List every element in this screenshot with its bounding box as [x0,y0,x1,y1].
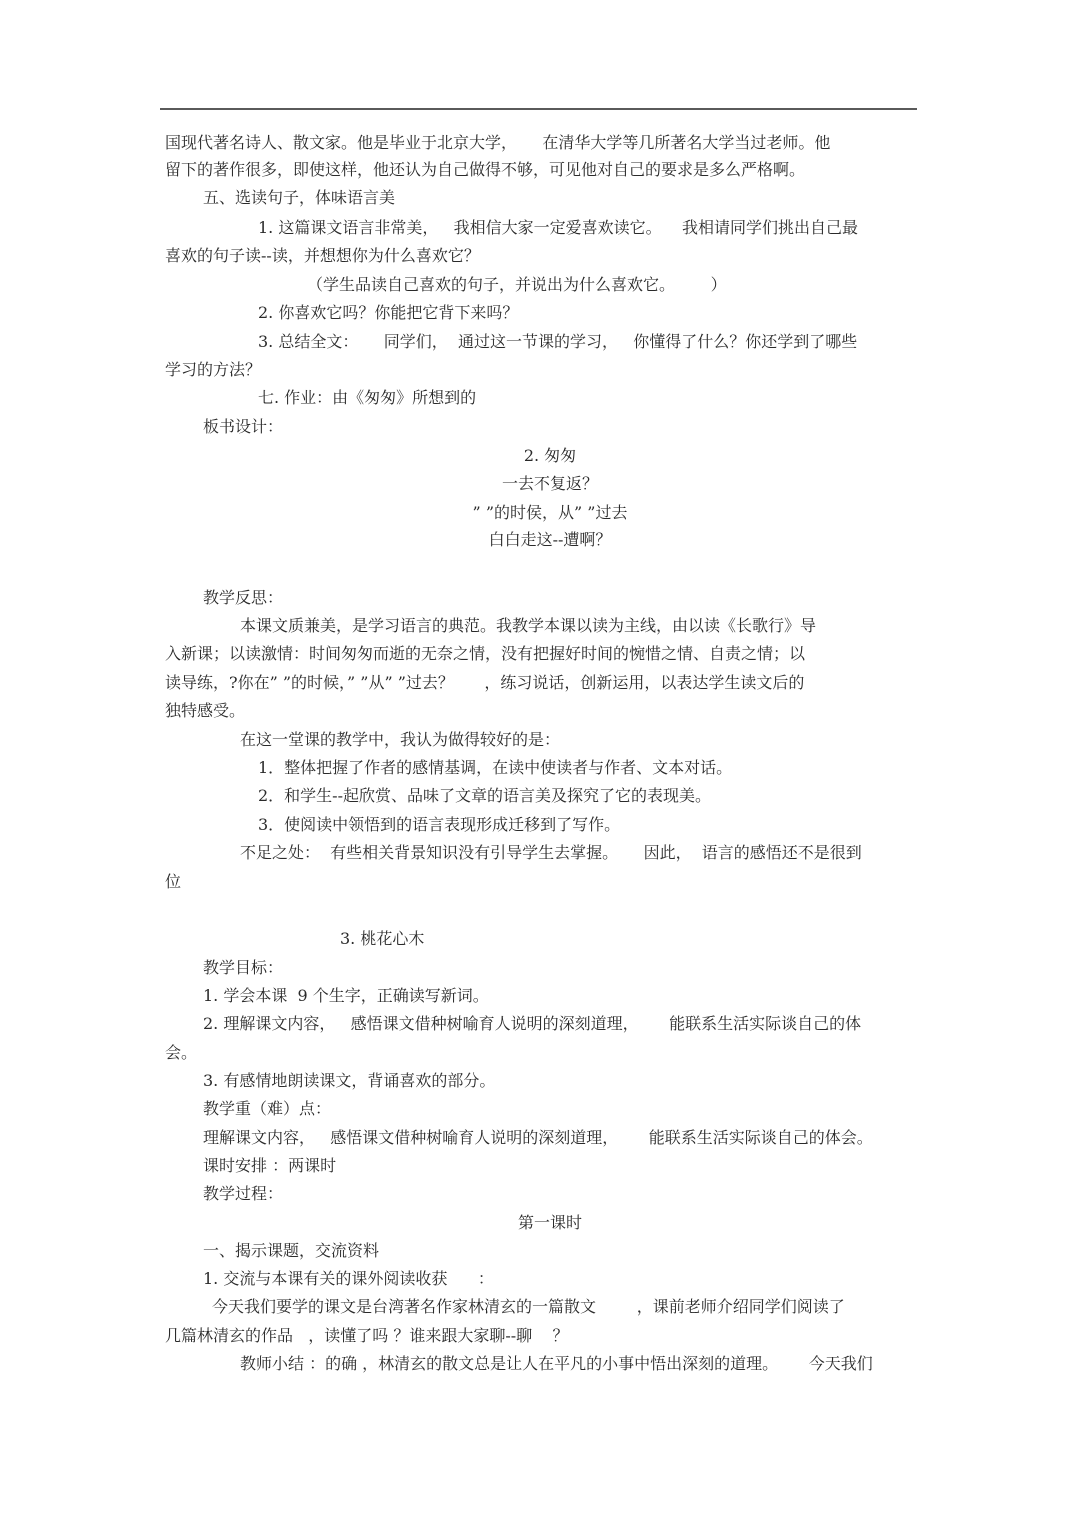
section-heading: 教学过程： [203,1184,284,1203]
section-heading: 五、选读句子，体味语言美 [203,188,396,207]
text-line: 不足之处： 有些相关背景知识没有引导学生去掌握。 因此， 语言的感悟还不是很到 [240,843,862,862]
text-line: 入新课；以读激情：时间匆匆而逝的无奈之情，没有把握好时间的惋惜之情、自责之情；以 [165,644,806,663]
section-heading: 板书设计： [203,417,284,436]
list-item: 1．整体把握了作者的感情基调，在读中使读者与作者、文本对话。 [258,758,733,777]
header-rule [160,108,917,110]
text-line: 独特感受。 [165,701,246,720]
lesson-title: 3. 桃花心木 [340,929,425,948]
list-item: 1. 交流与本课有关的课外阅读收获 ： [203,1269,494,1288]
board-line: 白白走这--遭啊？ [488,530,612,549]
text-line: 本课文质兼美，是学习语言的典范。我教学本课以读为主线，由以读《长歌行》导 [240,616,817,635]
text-line: 会。 [165,1043,198,1062]
text-line: 国现代著名诗人、散文家。他是毕业于北京大学， 在清华大学等几所著名大学当过老师。他 [165,133,831,152]
period-heading: 第一课时 [517,1213,582,1232]
list-item: 2. 理解课文内容， 感悟课文借种树喻育人说明的深刻道理， 能联系生活实际谈自己的体 [203,1014,862,1033]
text-line: 3. 总结全文： 同学们， 通过这一节课的学习， 你懂得了什么？你还学到了哪些 [258,332,858,351]
list-item: 3. 有感情地朗读课文，背诵喜欢的部分。 [203,1071,496,1090]
section-heading: 教学目标： [203,958,284,977]
text-line: 教师小结 ：的确 ，林清玄的散文总是让人在平凡的小事中悟出深刻的道理。 今天我们 [240,1354,873,1373]
text-line: 位 [165,872,182,891]
text-line: 课时安排 ：两课时 [203,1156,337,1175]
text-line: 读导练，?你在” ”的时候，” ”从” ”过去？ ，练习说话，创新运用，以表达学生读文后的 [165,673,805,692]
text-line: 留下的著作很多，即使这样，他还认为自己做得不够，可见他对自己的要求是多么严格啊。 [165,160,806,179]
section-heading: 七. 作业：由《匆匆》所想到的 [258,388,477,407]
text-line: 1. 这篇课文语言非常美， 我相信大家一定爱喜欢读它。 我相请同学们挑出自己最 [258,218,858,237]
section-heading: 教学重（难）点： [203,1099,332,1118]
text-line: 2. 你喜欢它吗？你能把它背下来吗？ [258,303,519,322]
text-line: 今天我们要学的课文是台湾著名作家林清玄的一篇散文 ，课前老师介绍同学们阅读了 [212,1297,845,1316]
text-line: 几篇林清玄的作品 ，读懂了吗 ？谁来跟大家聊--聊 ？ [165,1326,569,1345]
text-line: 学习的方法？ [165,360,262,379]
text-line: 在这一堂课的教学中，我认为做得较好的是： [240,730,561,749]
text-line: （学生品读自己喜欢的句子，并说出为什么喜欢它。 ） [307,275,727,294]
section-heading: 教学反思： [203,588,284,607]
board-title: 2. 匆匆 [523,446,577,465]
text-line: 喜欢的句子读--读，并想想你为什么喜欢它？ [165,246,480,265]
list-item: 3．使阅读中领悟到的语言表现形成迁移到了写作。 [258,815,621,834]
text-line: 理解课文内容， 感悟课文借种树喻育人说明的深刻道理， 能联系生活实际谈自己的体会。 [203,1128,873,1147]
list-item: 2．和学生--起欣赏、品味了文章的语言美及探究了它的表现美。 [258,786,711,805]
list-item: 1. 学会本课 9 个生字，正确读写新词。 [203,986,489,1005]
board-line: ” ”的时侯，从” ”过去 [472,503,628,522]
section-heading: 一、揭示课题，交流资料 [203,1241,380,1260]
board-line: 一去不复返？ [501,474,598,493]
